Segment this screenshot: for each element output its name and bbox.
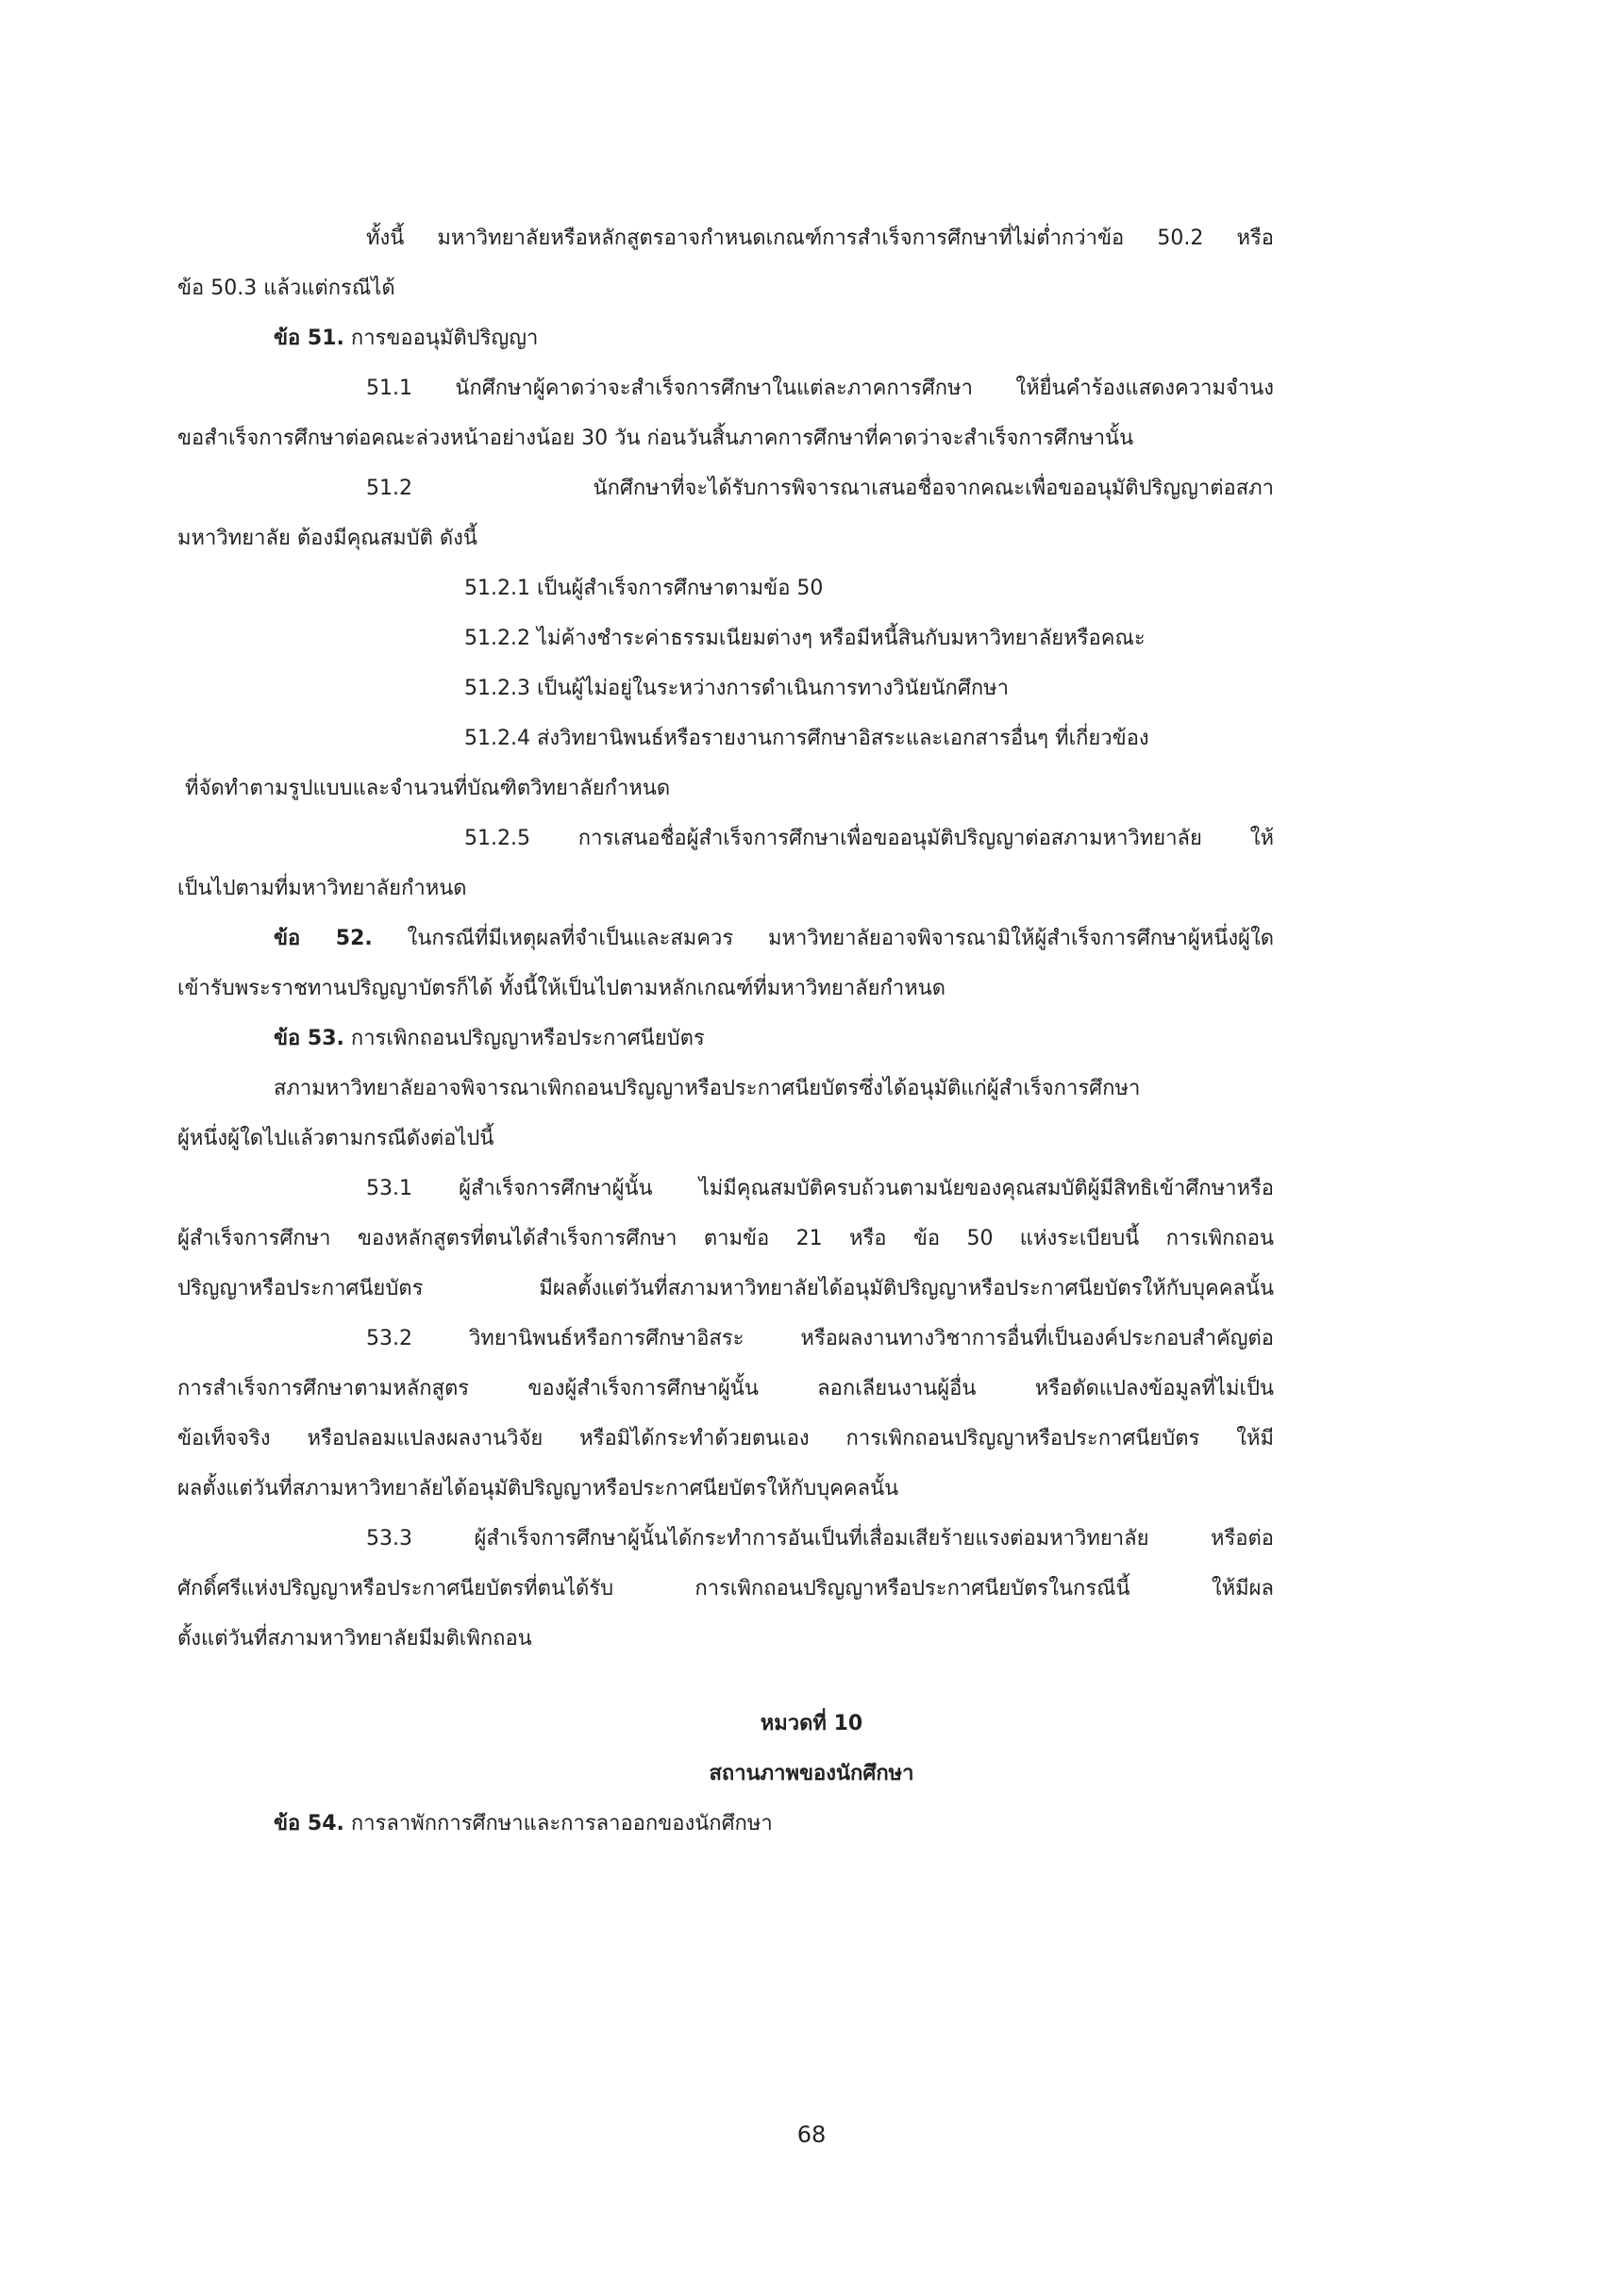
paragraph-line: 51.2.4 ส่งวิทยานิพนธ์หรือรายงานการศึกษาอิสระและเอกสารอื่นๆ ที่เกี่ยวข้อง [464, 727, 1149, 750]
page-number: 68 [796, 2121, 827, 2148]
paragraph-line: ที่จัดทำตามรูปแบบและจำนวนที่บัณฑิตวิทยาลัยกำหนด [185, 777, 671, 800]
paragraph-line: 53.1 ผู้สำเร็จการศึกษาผู้นั้น ไม่มีคุณสมบัติครบถ้วนตามนัยของคุณสมบัติผู้มีสิทธิเข้าศึกษาหรือ [366, 1177, 1274, 1200]
paragraph-line: 51.2.2 ไม่ค้างชำระค่าธรรมเนียมต่างๆ หรือมีหนี้สินกับมหาวิทยาลัยหรือคณะ [464, 627, 1146, 650]
section-52-text: ในกรณีที่มีเหตุผลที่จำเป็นและสมควร มหาวิทยาลัยอาจพิจารณามิให้ผู้สำเร็จการศึกษาผู้หนึ่งผู้ใด [407, 927, 1274, 950]
chapter-title: สถานภาพของนักศึกษา [709, 1762, 914, 1785]
paragraph-line: เป็นไปตามที่มหาวิทยาลัยกำหนด [177, 877, 467, 900]
paragraph-line: 51.1 นักศึกษาผู้คาดว่าจะสำเร็จการศึกษาในแต่ละภาคการศึกษา ให้ยื่นคำร้องแสดงความจำนง [366, 377, 1274, 400]
paragraph-line: การสำเร็จการศึกษาตามหลักสูตร ของผู้สำเร็จการศึกษาผู้นั้น ลอกเลียนงานผู้อื่น หรือดัดแปลงข้อมูลที่ไม่เป็น [177, 1377, 1274, 1400]
paragraph-line: ผู้สำเร็จการศึกษา ของหลักสูตรที่ตนได้สำเร็จการศึกษา ตามข้อ 21 หรือ ข้อ 50 แห่งระเบียบนี้ การเพิกถอน [177, 1227, 1274, 1250]
section-52-label: ข้อ 52. [274, 927, 373, 950]
paragraph-line: ตั้งแต่วันที่สภามหาวิทยาลัยมีมติเพิกถอน [177, 1627, 532, 1651]
section-54-title: การลาพักการศึกษาและการลาออกของนักศึกษา [343, 1812, 773, 1835]
chapter-number: หมวดที่ 10 [760, 1712, 863, 1735]
section-51-title: การขออนุมัติปริญญา [343, 327, 539, 350]
paragraph-line: มหาวิทยาลัย ต้องมีคุณสมบัติ ดังนี้ [177, 527, 477, 550]
paragraph-line: 51.2.5 การเสนอชื่อผู้สำเร็จการศึกษาเพื่อขออนุมัติปริญญาต่อสภามหาวิทยาลัย ให้ [464, 827, 1274, 850]
section-51-label: ข้อ 51. [274, 327, 344, 350]
paragraph-line: ปริญญาหรือประกาศนียบัตร มีผลตั้งแต่วันที่สภามหาวิทยาลัยได้อนุมัติปริญญาหรือประกาศนียบัตรให้กับบุคคลนั้น [177, 1277, 1274, 1300]
paragraph-line: ผลตั้งแต่วันที่สภามหาวิทยาลัยได้อนุมัติปริญญาหรือประกาศนียบัตรให้กับบุคคลนั้น [177, 1477, 899, 1500]
paragraph-line: 51.2 นักศึกษาที่จะได้รับการพิจารณาเสนอชื่อจากคณะเพื่อขออนุมัติปริญญาต่อสภา [366, 477, 1274, 500]
paragraph-line: ข้อเท็จจริง หรือปลอมแปลงผลงานวิจัย หรือมิได้กระทำด้วยตนเอง การเพิกถอนปริญญาหรือประกาศนียบัตร ให้มี [177, 1427, 1274, 1450]
section-54-label: ข้อ 54. [274, 1812, 344, 1835]
paragraph-line: ศักดิ์ศรีแห่งปริญญาหรือประกาศนียบัตรที่ตนได้รับ การเพิกถอนปริญญาหรือประกาศนียบัตรในกรณีนี้ ให้มีผล [177, 1577, 1274, 1600]
paragraph-line: 51.2.3 เป็นผู้ไม่อยู่ในระหว่างการดำเนินการทางวินัยนักศึกษา [464, 677, 1010, 700]
paragraph-line: 51.2.1 เป็นผู้สำเร็จการศึกษาตามข้อ 50 [464, 577, 824, 600]
paragraph-line: ผู้หนึ่งผู้ใดไปแล้วตามกรณีดังต่อไปนี้ [177, 1127, 494, 1150]
paragraph-line: เข้ารับพระราชทานปริญญาบัตรก็ได้ ทั้งนี้ให้เป็นไปตามหลักเกณฑ์ที่มหาวิทยาลัยกำหนด [177, 977, 946, 1000]
paragraph-line: 53.3 ผู้สำเร็จการศึกษาผู้นั้นได้กระทำการอันเป็นที่เสื่อมเสียร้ายแรงต่อมหาวิทยาลัย หรือต่อ [366, 1527, 1274, 1550]
paragraph-line: สภามหาวิทยาลัยอาจพิจารณาเพิกถอนปริญญาหรือประกาศนียบัตรซึ่งได้อนุมัติแก่ผู้สำเร็จการศึกษา [274, 1077, 1141, 1100]
section-53-heading [274, 1023, 705, 1055]
section-53-label: ข้อ 53. [274, 1027, 344, 1050]
section-51-heading [274, 323, 538, 355]
section-52-line [274, 923, 1274, 955]
paragraph-line: ขอสำเร็จการศึกษาต่อคณะล่วงหน้าอย่างน้อย 30 วัน ก่อนวันสิ้นภาคการศึกษาที่คาดว่าจะสำเร็จการศึกษานั้น [177, 427, 1134, 450]
section-54-heading [274, 1808, 773, 1840]
paragraph-line: ข้อ 50.3 แล้วแต่กรณีได้ [177, 277, 395, 300]
paragraph-line: 53.2 วิทยานิพนธ์หรือการศึกษาอิสระ หรือผลงานทางวิชาการอื่นที่เป็นองค์ประกอบสำคัญต่อ [366, 1327, 1274, 1350]
section-53-title: การเพิกถอนปริญญาหรือประกาศนียบัตร [343, 1027, 705, 1050]
paragraph-line: ทั้งนี้ มหาวิทยาลัยหรือหลักสูตรอาจกำหนดเกณฑ์การสำเร็จการศึกษาที่ไม่ต่ำกว่าข้อ 50.2 หรือ [366, 226, 1274, 250]
